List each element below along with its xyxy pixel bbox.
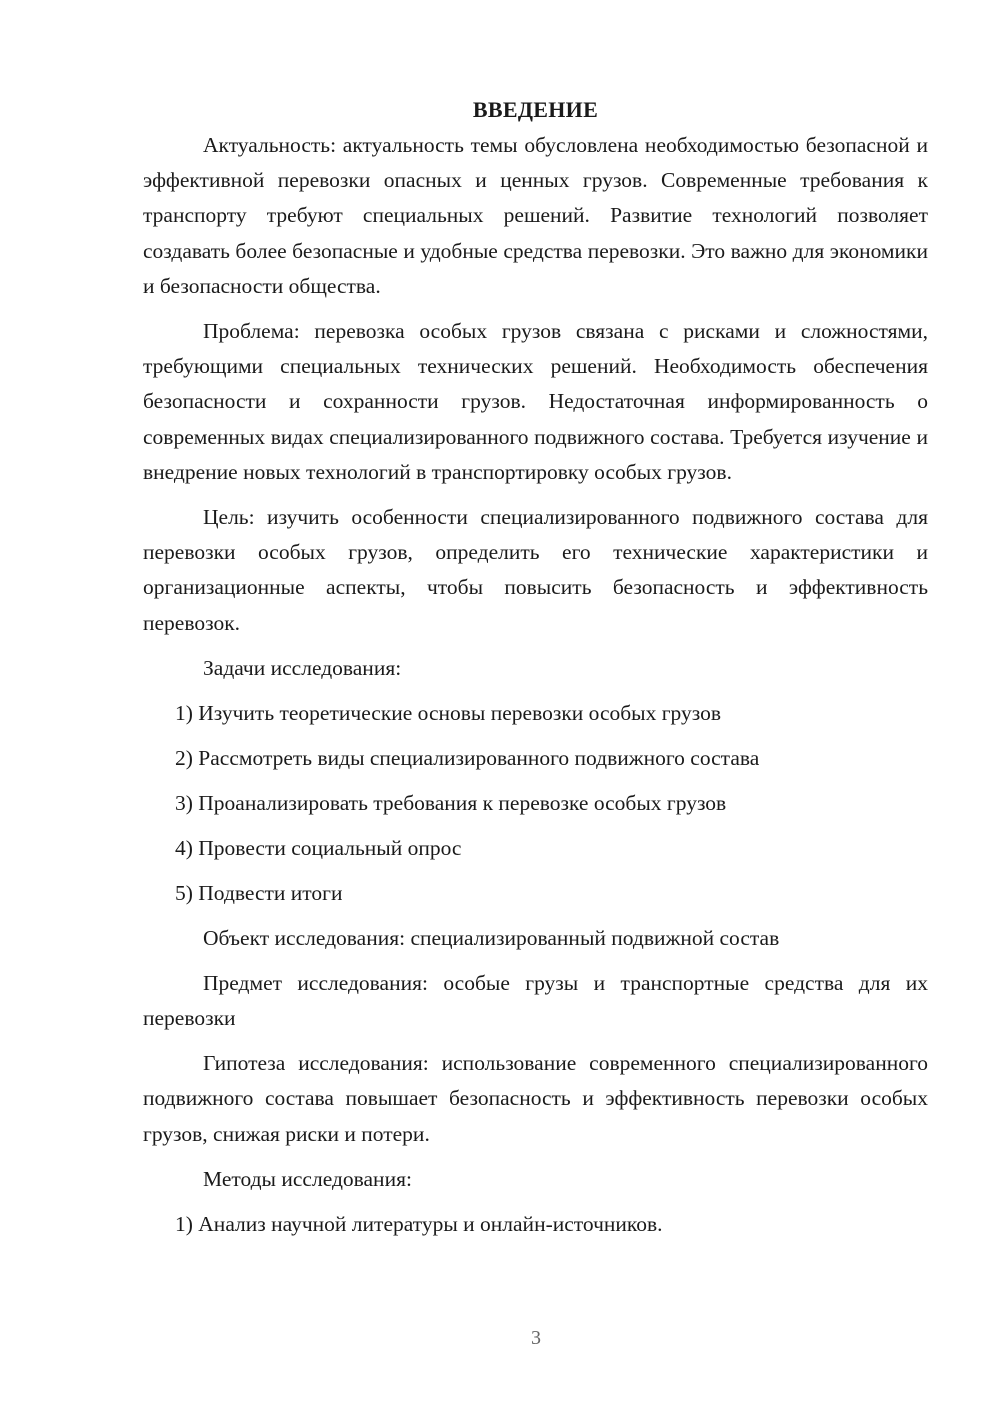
task-item: 2) Рассмотреть виды специализированного подвижного состава bbox=[175, 745, 760, 770]
methods-list bbox=[143, 1207, 928, 1242]
methods-heading: Методы исследования: bbox=[203, 1166, 412, 1191]
task-item: 5) Подвести итоги bbox=[175, 880, 343, 905]
relevance-paragraph: Актуальность: актуальность темы обусловлена необходимостью безопасной и эффективной перевозки опасных и ценных грузов. Современные требования к транспорту требуют специальных решений. Развитие технологий позволяет создавать более безопасные и удобные средства перевозки. Это важно для экономики и безопасности общества. bbox=[143, 133, 928, 298]
tasks-list bbox=[143, 696, 928, 911]
tasks-heading: Задачи исследования: bbox=[203, 655, 402, 680]
problem-paragraph: Проблема: перевозка особых грузов связана с рисками и сложностями, требующими специальных технических решений. Необходимость обеспечения безопасности и сохранности грузов. Недостаточная информированность о современных видах специализированного подвижного состава. Требуется изучение и внедрение новых технологий в транспортировку особых грузов. bbox=[143, 319, 928, 484]
goal-paragraph: Цель: изучить особенности специализированного подвижного состава для перевозки особых грузов, определить его технические характеристики и организационные аспекты, чтобы повысить безопасность и эффективность перевозок. bbox=[143, 505, 928, 635]
page-number: 3 bbox=[531, 1327, 541, 1349]
section-title: ВВЕДЕНИЕ bbox=[472, 97, 599, 122]
task-item: 4) Провести социальный опрос bbox=[175, 835, 462, 860]
document-page bbox=[143, 92, 928, 1252]
research-subject: Предмет исследования: особые грузы и транспортные средства для их перевозки bbox=[143, 970, 928, 1031]
research-object: Объект исследования: специализированный подвижной состав bbox=[203, 925, 780, 950]
method-item: 1) Анализ научной литературы и онлайн-источников. bbox=[175, 1211, 663, 1236]
task-item: 3) Проанализировать требования к перевозке особых грузов bbox=[175, 790, 727, 815]
task-item: 1) Изучить теоретические основы перевозки особых грузов bbox=[175, 700, 722, 725]
research-hypothesis: Гипотеза исследования: использование современного специализированного подвижного состава повышает безопасность и эффективность перевозки особых грузов, снижая риски и потери. bbox=[143, 1051, 928, 1146]
